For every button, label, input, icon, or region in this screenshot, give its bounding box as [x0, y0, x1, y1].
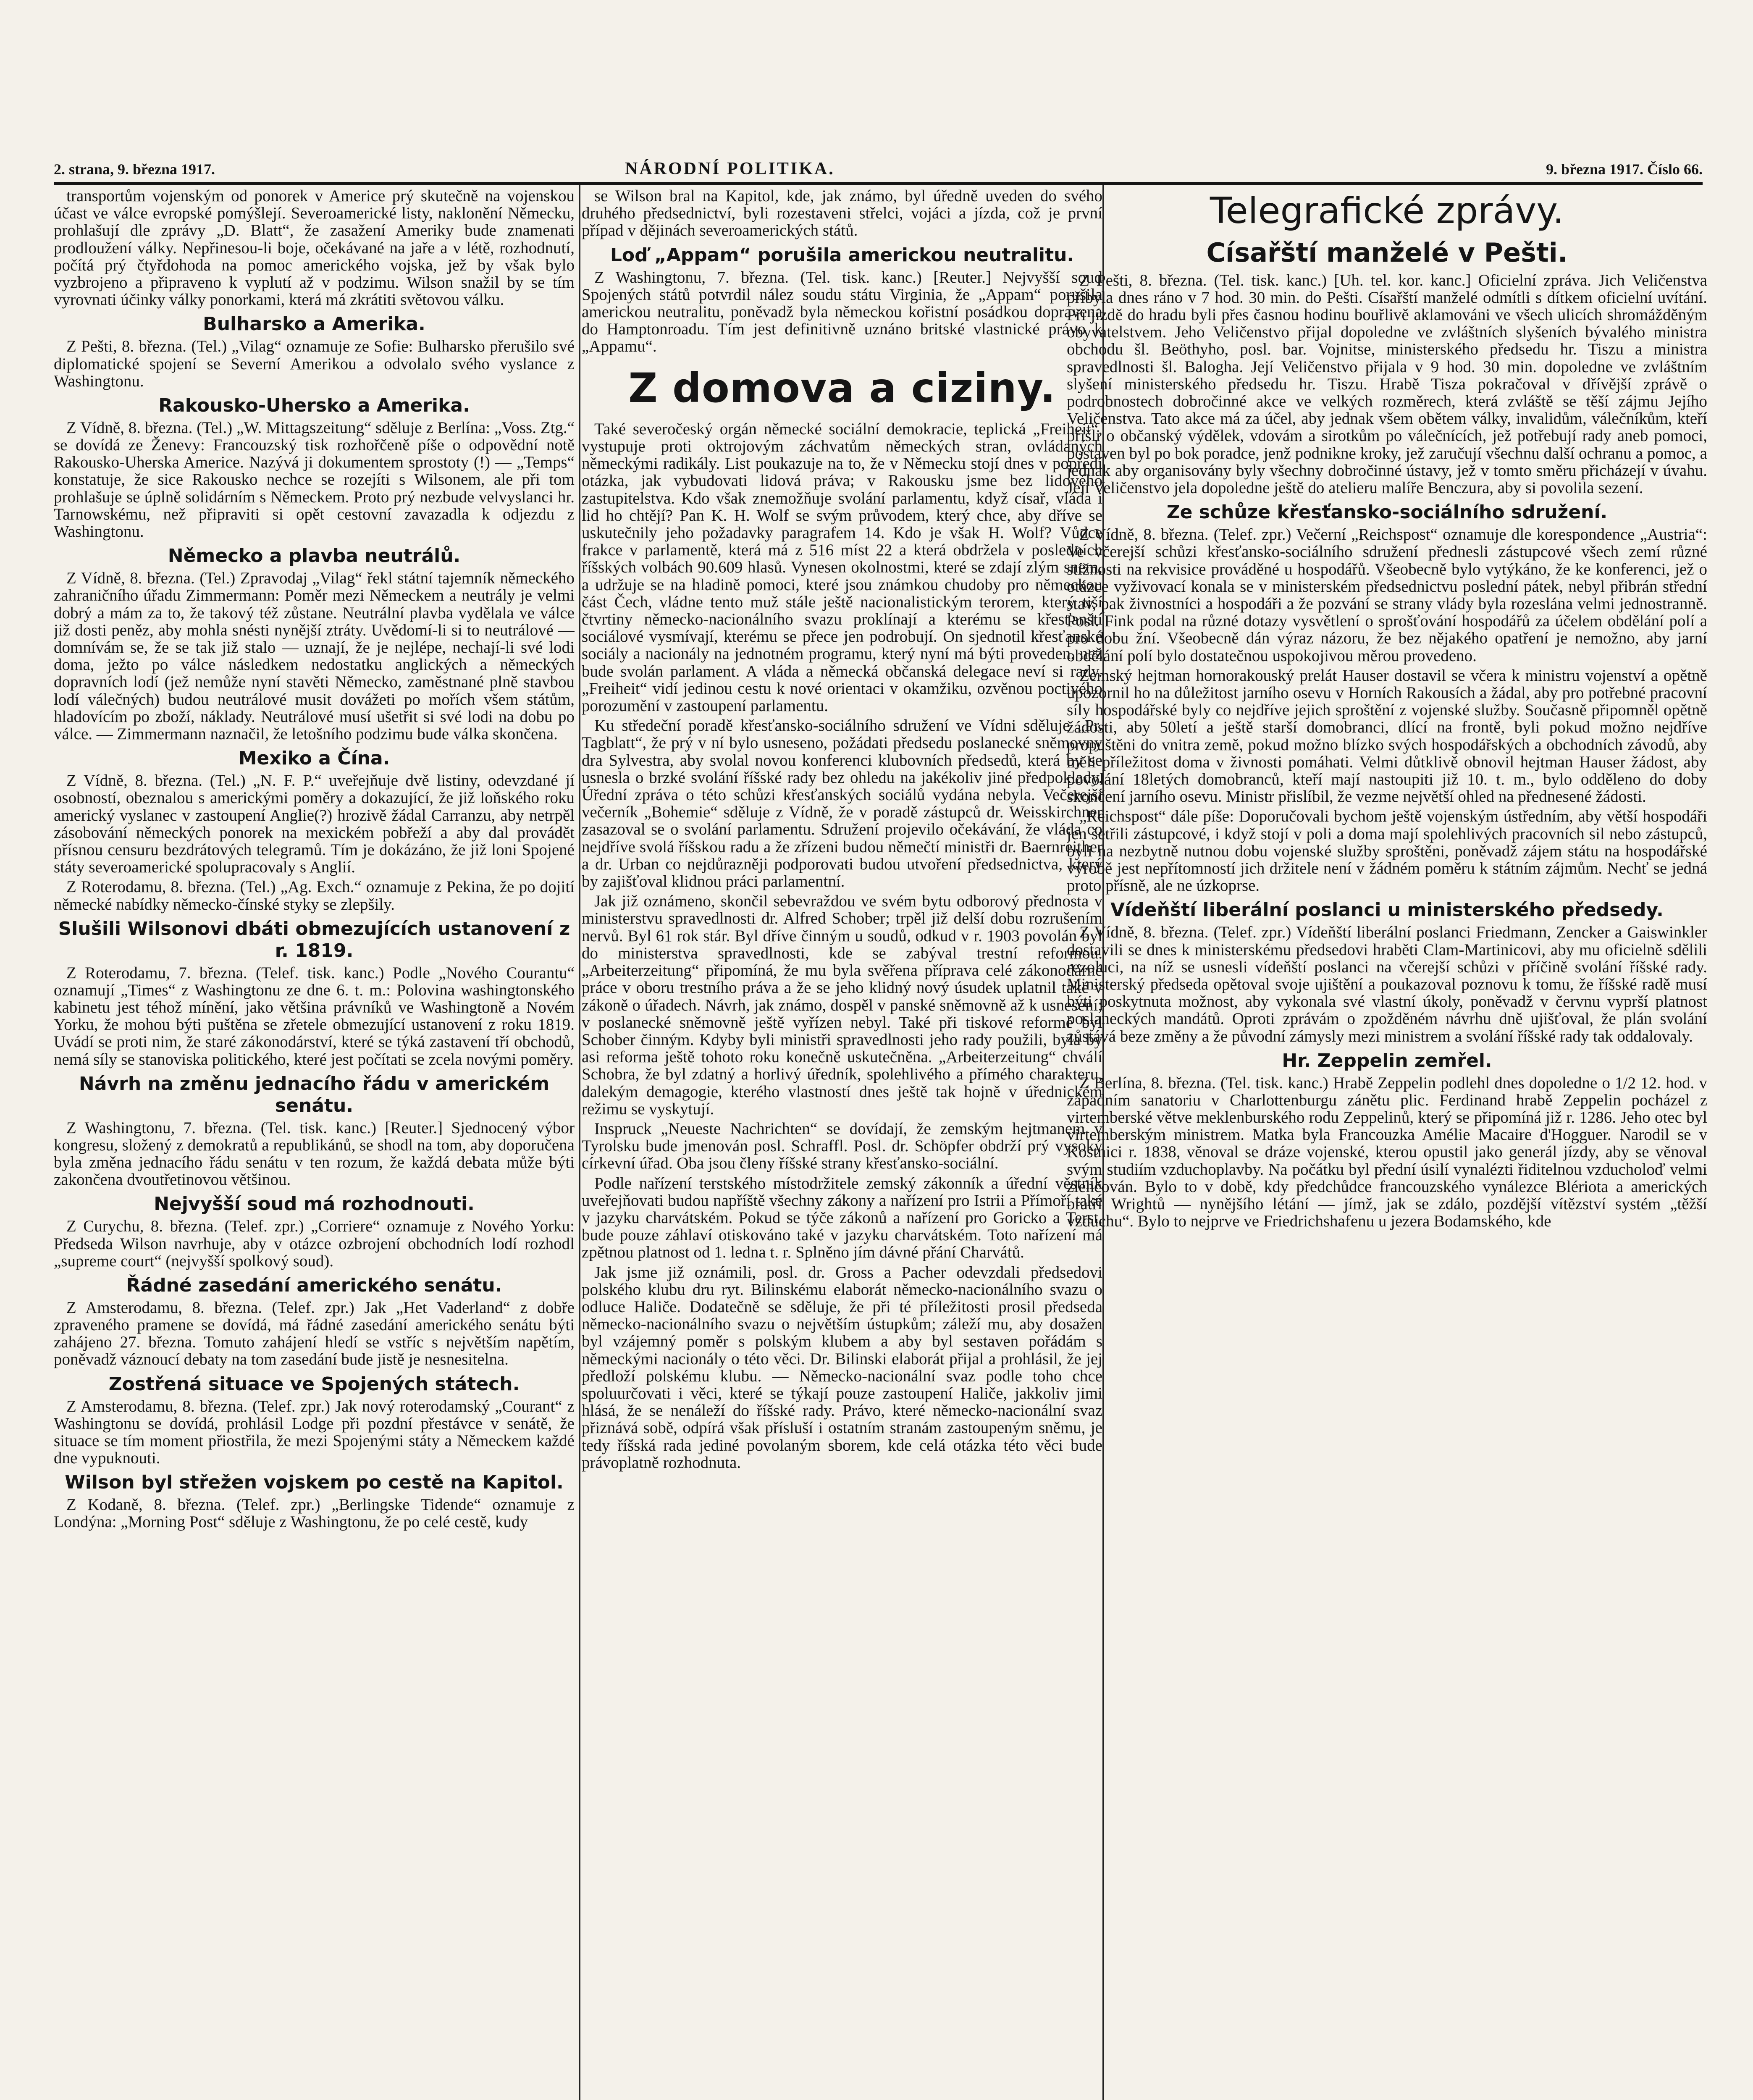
- article-headline: Vídeňští liberální poslanci u ministerského předsedy.: [1110, 899, 1664, 921]
- article-headline: Slušili Wilsonovi dbáti obmezujících ustanovení z r. 1819.: [58, 918, 570, 961]
- article-headline: Návrh na změnu jednacího řádu v americkém senátu.: [79, 1073, 550, 1116]
- article: [582, 365, 1102, 715]
- article-body: Také severočeský orgán německé sociální demokracie, teplická „Freiheit“, vystupuje proti oktrojovým záchvatům německých stran, ovládaných německými radikály. List poukazuje na to, že v Německu stojí dnes v popředí otázka, jak vybudovati lidová práva; v Rakousku jsme bez lidového zastupitelstva. Kdo však znemožňuje svolání parlamentu, když císař, vláda i lid ho chtějí? Pan K. H. Wolf se svým průvodem, který chce, aby dříve se uskutečnily jeho požadavky paragrafem 14. Kdo je však H. Wolf? Vůdce frakce v parlamentě, která má z 516 míst 22 a která obdržela v posledních říšských volbách 90.609 hlasů. Vynesen okolnostmi, které se zdají zlým snem, a udržuje se na hladině pomoci, které jsou známkou chudoby pro německou část Čech, vládne tento muž stále ještě nacionalistickým terorem, který tiší čtvrtiny německo-nacionálního svazu proklínají a kterému se křesťanští sociálové vysmívají, kterému se přece jen podrobují. On sjednotil křesťanské sociály a nacionály na jednotném programu, který nyní má býti proveden, než bude svolán parlament. A vláda a německá občanská delegace neví si rady. „Freiheit“ vidí jedinou cestu k nové orientaci v okamžiku, ozvěnou poctivého porozumění v zastoupení parlamentu.: [582, 420, 1102, 715]
- article-body: se Wilson bral na Kapitol, kde, jak známo, byl úředně uveden do svého druhého předsednictví, byli rozestaveni střelci, vojáci a jízda, což je první případ v dějinách severoamerických států.: [582, 187, 1102, 240]
- article-body: Z Washingtonu, 7. března. (Tel. tisk. kanc.) [Reuter.] Sjednocený výbor kongresu, složený z demokratů a republikánů, se shodl na tom, aby doporučena byla změna jednacího řádu senátu v ten rozum, že každá debata může býti zakončena dvoutřetinovou většinou.: [54, 1118, 575, 1189]
- article: [582, 892, 1102, 1118]
- article-headline: Nejvyšší soud má rozhodnouti.: [154, 1193, 475, 1215]
- article-body: Z Vídně, 8. března. (Telef. zpr.) Vídeňští liberální poslanci Friedmann, Zencker a Gaiswinkler dostavili se dnes k ministerskému předsedovi hraběti Clam-Martinicovi, aby mu oficielně sdělili rezoluci, na níž se usnesli vídeňští poslanci na včerejší schůzi v příčině svolání říšské rady. Ministerský předseda opětoval svoje ujištění a poukazoval poznovu k tomu, že říšské radě musí býti poskytnuta možnost, aby vykonala své vlastní úkoly, poněvadž v červnu vyprší platnost poslaneckých mandátů. Oproti zprávám o zpožděném návrhu dně ujišťoval, že plán svolání zůstává beze změny a že původní zámysly mezi ministrem a svolání říšské rady tak oddalovaly.: [1067, 923, 1707, 1045]
- article-body: Z Berlína, 8. března. (Tel. tisk. kanc.) Hrabě Zeppelin podlehl dnes dopoledne o 1/2 12. hod. v západním sanatoriu v Charlottenburgu zánětu plic. Ferdinand hrabě Zeppelin pocházel z virtemberské větve meklenburského rodu Zeppelinů, který se připomíná již r. 1286. Jeho otec byl virtemberským ministrem. Matka byla Francouzka Amélie Macaire d'Hogguer. Narodil se v Kostnici r. 1838, věnoval se dráze vojenské, kterou opustil jako generál jízdy, aby se věnoval svým studiím vzduchoplavby. Na počátku byl přední úsilí vynalézti řiditelnou vzducholoď velmi zlehčován. Bylo to v době, kdy předchůdce francouzského vynálezce Blériota a amerických bratří Wrightů — nynějšího létání — jímž, jak se zdálo, pozdější vítězství systém „těžší vzduchu“. Bylo to nejprve ve Friedrichshafenu u jezera Bodamského, kde: [1067, 1074, 1707, 1231]
- article-body: Z Washingtonu, 7. března. (Tel. tisk. kanc.) [Reuter.] Nejvyšší soud Spojených států potvrdil nález soudu státu Virginia, že „Appam“ porušila americkou neutralitu, poněvadž byla německou kořistní posádkou dopravena do Hamptonroadu. Tím jest definitivně uznáno britské vlastnické právo k „Appamu“.: [582, 268, 1102, 356]
- article: [54, 1472, 575, 1530]
- article-headline: Mexiko a Čína.: [238, 748, 390, 769]
- article-headline: Císařští manželé v Pešti.: [1206, 237, 1568, 268]
- article-headline: Loď „Appam“ porušila americkou neutralitu.: [610, 244, 1074, 266]
- column-divider: [579, 185, 580, 2100]
- article-body: Ku středeční poradě křesťansko-sociálního sdružení ve Vídni sděluje „Pr. Tagblatt“, že prý v ní bylo usneseno, požádati předsedu poslanecké sněmovny dra Sylvestra, aby svolal novou konferenci klubovních předsedů, která by se usnesla o brzké svolání říšské rady bez ohledu na jakékoliv jiné předpoklady. Úřední zpráva o této schůzi křesťanských sociálů vydána nebyla. Večerejší večerník „Bohemie“ sděluje z Vídně, že v poradě zástupců dr. Weisskirchner zasazoval se o svolání parlamentu. Sdružení projevilo očekávání, že vláda co nejdříve svolá říšskou radu a že zřízeni budou němečtí ministři dr. Baernreither a dr. Urban co nejdůrazněji podporovati budou utvoření předsednictva, který by zajišťoval klidnou práci parlamentní.: [582, 717, 1102, 891]
- article-headline: Německo a plavba neutrálů.: [168, 545, 461, 567]
- header-issue-number: 9. března 1917. Číslo 66.: [1546, 161, 1703, 178]
- article-headline: Bulharsko a Amerika.: [203, 313, 425, 335]
- article-body: Zemský hejtman hornorakouský prelát Hauser dostavil se včera k ministru vojenství a opětně upozornil ho na důležitost jarního osevu v Horních Rakousích a žádal, aby pro potřebné pracovní síly hospodářské byly co nejdříve jejich sproštění z vojenské služby. Současně připomněl opětně žádosti, aby 50letí a ještě starší domobranci, dlící na frontě, byli pokud možno nejdříve propuštěni do vnitra země, pokud možno blízko svých hospodářských a obchodních závodů, aby měli příležitost doma v živnosti pomáhati. Velmi důtklivě obnovil hejtman Hauser žádost, aby povolání 18letých domobranců, kteří mají nastoupiti již 10. t. m., bylo odděleno do doby skončení jarního osevu. Ministr přislíbil, že vezme největší ohled na přednesené žádosti.: [1067, 666, 1707, 806]
- article: [54, 545, 575, 743]
- article: [54, 1373, 575, 1467]
- newspaper-masthead: NÁRODNÍ POLITIKA.: [625, 159, 835, 178]
- article: [54, 918, 575, 1068]
- article-body: Podle nařízení terstského místodržitele zemský zákonník a úřední věstník uveřejňovati budou napříště všechny zákony a nařízení pro Istrii a Přímoří také v jazyku charvátském. Pokud se týče zákonů a nařízení pro Goricko a Terst, bude pouze záhlaví otiskováno také v jazyku charvátském. Toto nařízení má zpětnou platnost od 1. ledna t. r. Splněno jím dávné přání Charvátů.: [582, 1174, 1102, 1262]
- article-body: Z Roterodamu, 7. března. (Telef. tisk. kanc.) Podle „Nového Courantu“ oznamují „Times“ z Washingtonu ze dne 6. t. m.: Polovina washingtonského kabinetu jest téhož mínění, jako většina právníků ve Washingtoně a Novém Yorku, že mohou býti puštěna se zřetele obmezující ustanovení z roku 1819. Uvádí se proti nim, že staré zákonodárství, které se týká zastavení tří obchodů, nemá síly se stanoviska politického, které jest počítati se zcela novými poměry.: [54, 963, 575, 1068]
- article: [54, 187, 575, 308]
- article-body: Z Pešti, 8. března. (Tel. tisk. kanc.) [Uh. tel. kor. kanc.] Oficielní zpráva. Jich Veličenstva přibyla dnes ráno v 7 hod. 30 min. do Pešti. Císařští manželé odmítli s dítkem oficielní uvítání. Při jízdě do hradu byli přes časnou hodinu bouřlivě aklamováni ve všech ulicích shromážděným obyvatelstvem. Jeho Veličenstvo přijal dopoledne ve zvláštních slyšeních bývalého ministra obchodu šl. Beöthyho, posl. bar. Vojnitse, ministerského předsedu hr. Tiszu a ministra spravedlnosti šl. Balogha. Její Veličenstvo přijala v 9 hod. 30 min. dopoledne ve zvláštním slyšení ministerského předsedu hr. Tiszu. Hrabě Tisza pokračoval v dřívější zprávě o podrobnostech dobročinné akce ve velkých rozměrech, která zvláště se těší zájmu Jejího Veličenstva. Tato akce má za účel, aby jednak všem obětem války, invalidům, válečníkům, kteří přišli o občanský výdělek, vdovám a sirotkům po válečnících, jež potřebují rady aneb pomoci, postaven byl po bok poradce, jenž podnikne kroky, jež zaručují všechnu další ochranu a pomoc, a jednak aby organisovány byly všechny dobročinné ústavy, jež v tomto směru přicházejí v úvahu. Její Veličenstvo jela dopoledne ještě do atelieru malíře Benczura, aby si povolila sezení.: [1067, 271, 1707, 497]
- article: [54, 1193, 575, 1270]
- column-1: [54, 187, 575, 2100]
- article-body: Z Vídně, 8. března. (Telef. zpr.) Večerní „Reichspost“ oznamuje dle korespondence „Austria“: Ve včerejší schůzi křesťansko-sociálního sdružení přednesli zástupcové všech zemí různé stížnosti na rekvisice prováděné u hospodářů. Všeobecně bylo vytýkáno, že ke konferenci, jež o otázce vyživovací konala se v ministerském předsednictvu poslední pátek, nebyl přibrán střední stav, pak živnostníci a hospodáři a že pozvání se strany vlády byla rozeslána velmi jednostranně. Posl. Fink podal na různé dotazy vysvětlení o sprošťování hospodářů za účelem obdělání polí a pro dobu žní. Všeobecně dán výraz názoru, že bez nějakého opatření je nemožno, aby jarní obdělání polí bylo dostatečnou uspokojivou měrou provedeno.: [1067, 525, 1707, 665]
- article: [582, 1175, 1102, 1261]
- article: [1067, 899, 1707, 1045]
- article-headline: Telegrafické zprávy.: [1210, 190, 1564, 232]
- article: [1067, 501, 1707, 664]
- article-headline: Hr. Zeppelin zemřel.: [1282, 1050, 1492, 1071]
- article-body: Z Pešti, 8. března. (Tel.) „Vilag“ oznamuje ze Sofie: Bulharsko přerušilo své diplomatické spojení se Severní Amerikou a odvolalo svého vyslance z Washingtonu.: [54, 337, 575, 390]
- article: [1067, 190, 1707, 232]
- article: [54, 878, 575, 913]
- article-headline: Rakousko-Uhersko a Amerika.: [158, 394, 470, 416]
- article-body: transportům vojenským od ponorek v Americe prý skutečně na vojenskou účast ve válce evropské pomýšlejí. Severoamerické listy, naklonění Německu, prohlašují dle zprávy „D. Blatt“, že zasažení Ameriky bude znamenati prodloužení války. Nepřinesou-li boje, očekávané na jaře a v létě, rozhodnutí, počítá prý čtyřdohoda na pomoc amerického vojska, jež by však bylo vyzbrojeno a připraveno k vyplutí až v podzimu. Wilson snažil by se tím vyrovnati účinky války ponorkami, která má zkrátiti světovou válku.: [54, 187, 575, 309]
- header-page-date: 2. strana, 9. března 1917.: [54, 161, 215, 178]
- article: [54, 313, 575, 390]
- article-body: Z Amsterodamu, 8. března. (Telef. zpr.) Jak „Het Vaderland“ z dobře zpraveného pramene se dovídá, má řádné zasedání amerického senátu býti zahájeno 27. března. Tomuto zahájení hledí se vstříc s největším napětím, poněvadž váznoucí debaty na tom zasedání bude jistě je nesnesitelna.: [54, 1298, 575, 1369]
- article: [54, 395, 575, 540]
- article-body: Z Roterodamu, 8. března. (Tel.) „Ag. Exch.“ oznamuje z Pekina, že po dojití německé nabídky německo-čínské styky se zlepšily.: [54, 878, 575, 914]
- article: [1067, 808, 1707, 894]
- article: [582, 717, 1102, 890]
- article: [1067, 667, 1707, 806]
- article-body: Jak jsme již oznámili, posl. dr. Gross a Pacher odevzdali předsedovi polského klubu dru ryt. Bilinskému elaborát německo-nacionálního svazu o odluce Haliče. Dodatečně se sděluje, že při té příležitosti prosil předseda německo-nacionálního svazu o největším ústupkům; záleží mu, aby dosažen byl vzájemný poměr s polským klubem a aby byl sestaven pořádám s německými nacionály o této věci. Dr. Bilinski elaborát přijal a prohlásil, že jej předloží polskému klubu. — Německo-nacionální svaz podle toho chce spoluurčovati i věci, které se týkají pouze zastoupení Haliče, jakkoliv jimi hlásá, že se nenáleží do říšské rady. Právo, které německo-nacionální svaz přiznává sobě, odpírá však přísluší i ostatním stranám zastoupeným sněmu, je tedy říšská rada jediné povolaným sborem, kde celá otázka této věci bude právoplatně rozhodnuta.: [582, 1263, 1102, 1472]
- article-headline: Z domova a ciziny.: [628, 364, 1056, 412]
- article: [582, 187, 1102, 239]
- article: [54, 748, 575, 876]
- article-body: Z Amsterodamu, 8. března. (Telef. zpr.) Jak nový roterodamský „Courant“ z Washingtonu se dovídá, prohlásil Lodge při pozdní přestávce v senátě, že situace se tím moment přiostřila, že mezi Spojenými státy a Německem každé dne vypuknouti.: [54, 1397, 575, 1467]
- article-body: Z Vídně, 8. března. (Tel.) „N. F. P.“ uveřejňuje dvě listiny, odevzdané jí osobností, obeznalou s americkými poměry a dokazující, že již loňského roku americký vyslanec v zastoupení Anglie(?) hrozivě žádal Carranzu, aby netrpěl zásobování německých ponorek na mexickém pobřeží a aby dal provádět přísnou censuru bezdrátových telegramů. Tím je dokázáno, že již loni Spojené státy severoamerické spolupracovaly s Anglií.: [54, 772, 575, 877]
- article-body: Z Curychu, 8. března. (Telef. zpr.) „Corriere“ oznamuje z Nového Yorku: Předseda Wilson navrhuje, aby v otázce ozbrojení obchodních lodí rozhodl „supreme court“ (nejvyšší spolkový soud).: [54, 1217, 575, 1270]
- article: [582, 1120, 1102, 1172]
- article-headline: Ze schůze křesťansko-sociálního sdružení.: [1166, 501, 1608, 523]
- article: [582, 244, 1102, 355]
- column-2: [582, 187, 1102, 2100]
- article: [582, 1264, 1102, 1471]
- article-body: Jak již oznámeno, skončil sebevraždou ve svém bytu odborový přednosta v ministerstvu spravedlnosti dr. Alfred Schober; trpěl již delší dobu rozrušením nervů. Byl 61 rok stár. Byl dříve činným u soudů, odkud v r. 1903 povolán byl do ministerstva spravedlnosti, kde se zabýval trestní reformou. „Arbeiterzeitung“ připomíná, že mu byla svěřena příprava celé zákonodárné práce v oboru trestního práva a že se jeho klidný nový úsudek uplatnil také v zákoně o úřadech. Návrh, jak známo, dospěl v panské sněmovně až k usnesení; v poslanecké sněmovně ještě vyřízen nebyl. Také při tiskové reformě byl Schober činným. Kdyby byli ministři spravedlnosti jeho rady použili, byla by asi reforma ještě tohoto roku konečně uskutečněna. „Arbeiterzeitung“ chválí Schobra, že byl zdatný a horlivý úředník, spolehlivého a přímého charakteru, dalekým demagogie, kterého vlastností dnes ještě tak hojně v úřednickém režimu se vyskytují.: [582, 892, 1102, 1118]
- article-headline: Zostřená situace ve Spojených státech.: [108, 1373, 520, 1395]
- article-body: Z Vídně, 8. března. (Tel.) „W. Mittagszeitung“ sděluje z Berlína: „Voss. Ztg.“ se dovídá ze Ženevy: Francouzský tisk rozhořčeně píše o odpovědní notě Rakousko-Uherska Americe. Nazývá ji dokumentem sprostoty (!) — „Temps“ konstatuje, že sice Rakousko nechce se rozejíti s Wilsonem, ale při tom prohlašuje se úplně solidárním s Německem. Proto prý nezbude velvyslanci hr. Tarnowskému, než připraviti si opět cestovní zavazadla k odjezdu z Washingtonu.: [54, 418, 575, 541]
- article: [1067, 1050, 1707, 1230]
- article-body: „Reichspost“ dále píše: Doporučovali bychom ještě vojenským ústředním, aby větší hospodáři jen šetřili zástupcové, i když stojí v poli a doma mají spolehlivých pracovních sil nebo zástupců, byli na nezbytně nutnou dobu vojenské služby sproštěni, poněvadž zájem státu na hospodářské výrobě jest nepřítomností jich držitele není v žádném poměru k státním zájmům. Nechť se jedná proto přísně, ale ne úzkoprse.: [1067, 807, 1707, 895]
- article: [1067, 237, 1707, 496]
- article-body: Z Kodaně, 8. března. (Telef. zpr.) „Berlingske Tidende“ oznamuje z Londýna: „Morning Post“ sděluje z Washingtonu, že po celé cestě, kudy: [54, 1496, 575, 1531]
- article: [54, 1275, 575, 1368]
- page-header: [54, 156, 1703, 185]
- article-body: Z Vídně, 8. března. (Tel.) Zpravodaj „Vilag“ řekl státní tajemník německého zahraničního úřadu Zimmermann: Poměr mezi Německem a neutrály je velmi dobrý a mám za to, že takový též zůstane. Neutrální plavba vydělala ve válce již dosti peněz, aby mohla snésti nynější ztráty. Uvědomí-li si to neutrálové — domnívám se, že se tak již stalo — uznají, že je nejlépe, nechají-li své lodi doma, ježto po válce následkem nedostatku anglických a německých dopravních lodí (jež nemůže nyní stavěti Německo, zaměstnané plně stavbou lodí válečných) budou neutrálové musit dovážeti po mořích všem státům, hladovícím po zboží, náklady. Neutrálové musí ušetřit si své lodi na dobu po válce. — Zimmermann naznačil, že letošního podzimu bude válka skončena.: [54, 569, 575, 743]
- article-headline: Wilson byl střežen vojskem po cestě na Kapitol.: [65, 1472, 564, 1494]
- article: [54, 1073, 575, 1189]
- column-3: [1067, 187, 1707, 2100]
- article-headline: Řádné zasedání amerického senátu.: [126, 1274, 502, 1296]
- article-body: Inspruck „Neueste Nachrichten“ se dovídají, že zemským hejtmanem v Tyrolsku bude jmenován posl. Schraffl. Posl. dr. Schöpfer obdrží prý vysoký církevní úřad. Oba jsou členy říšské strany křesťansko-sociální.: [582, 1119, 1102, 1173]
